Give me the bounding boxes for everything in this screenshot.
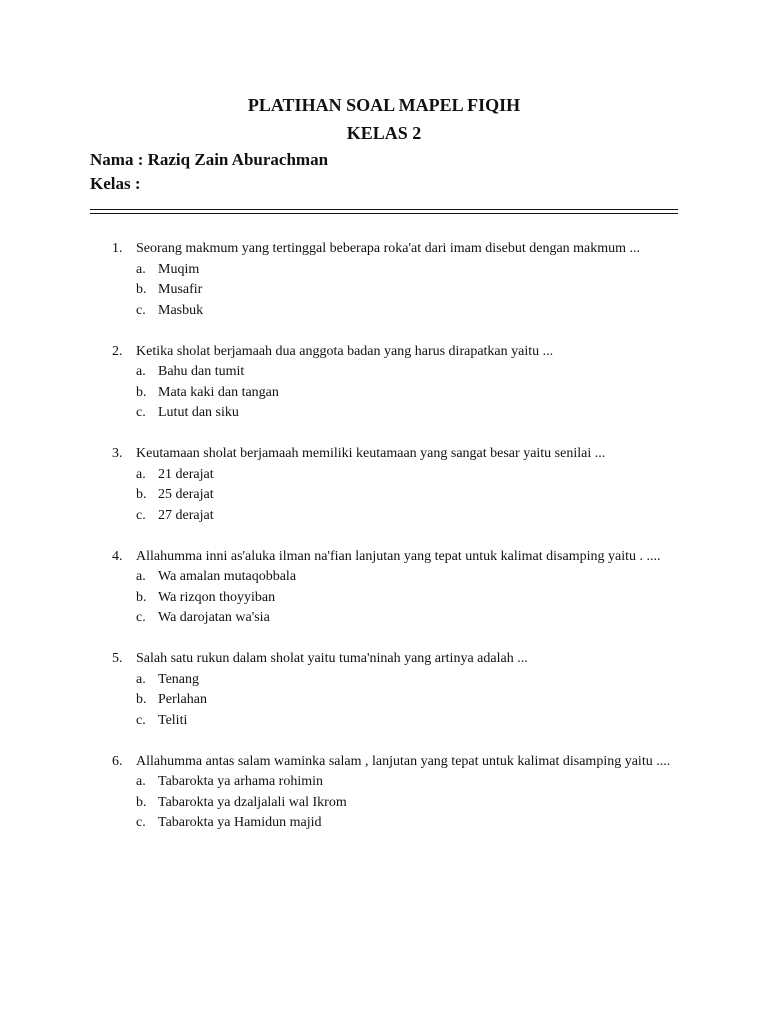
- answer-option: [0, 383, 768, 404]
- answer-option: [0, 403, 768, 424]
- option-letter: c.: [136, 507, 146, 523]
- option-text: Wa amalan mutaqobbala: [158, 569, 297, 584]
- option-letter: c.: [136, 610, 146, 625]
- option-text: Muqim: [158, 261, 200, 277]
- header-divider-bottom: [90, 213, 678, 214]
- option-text: 27 derajat: [158, 507, 214, 523]
- option-text: Musafir: [158, 282, 203, 297]
- option-text: Perlahan: [158, 692, 207, 707]
- answer-option: [0, 690, 768, 711]
- question-item: [0, 239, 768, 321]
- option-text: Mata kaki dan tangan: [158, 384, 279, 400]
- question-number: 2.: [112, 343, 123, 359]
- document-title: PLATIHAN SOAL MAPEL FIQIH: [247, 95, 521, 115]
- question-text: Salah satu rukun dalam sholat yaitu tuma'ninah yang artinya adalah ...: [136, 651, 528, 666]
- question-item: [0, 649, 768, 731]
- option-text: 25 derajat: [158, 487, 214, 502]
- option-letter: a.: [136, 671, 146, 687]
- option-text: 21 derajat: [158, 466, 214, 482]
- option-text: Tabarokta ya dzaljalali wal Ikrom: [158, 794, 347, 810]
- option-letter: a.: [136, 774, 146, 789]
- option-text: Bahu dan tumit: [158, 364, 245, 379]
- option-letter: b.: [136, 794, 147, 810]
- answer-option: [0, 301, 768, 322]
- answer-option: [0, 772, 768, 793]
- document-subtitle: KELAS 2: [346, 123, 422, 143]
- answer-option: [0, 485, 768, 506]
- name-field: Nama : Raziq Zain Aburachman: [90, 150, 329, 169]
- answer-option: [0, 670, 768, 691]
- option-letter: b.: [136, 692, 147, 707]
- question-number: 3.: [112, 446, 123, 461]
- answer-option: [0, 280, 768, 301]
- answer-option: [0, 260, 768, 281]
- question-text: Allahumma antas salam waminka salam , lanjutan yang tepat untuk kalimat disamping yaitu ....: [136, 753, 671, 769]
- option-text: Masbuk: [158, 302, 204, 318]
- option-text: Wa rizqon thoyyiban: [158, 589, 276, 605]
- answer-option: [0, 362, 768, 383]
- option-letter: b.: [136, 282, 147, 297]
- option-text: Tabarokta ya Hamidun majid: [158, 815, 322, 830]
- question-text: Allahumma inni as'aluka ilman na'fian lanjutan yang tepat untuk kalimat disamping yaitu . ....: [136, 548, 661, 564]
- question-number: 1.: [112, 241, 123, 256]
- answer-option: [0, 793, 768, 814]
- option-text: Lutut dan siku: [158, 405, 239, 420]
- question-item: [0, 752, 768, 834]
- option-letter: b.: [136, 384, 147, 400]
- answer-option: [0, 465, 768, 486]
- option-text: Tenang: [158, 671, 200, 687]
- option-letter: c.: [136, 405, 146, 420]
- option-letter: a.: [136, 466, 146, 482]
- question-item: [0, 547, 768, 629]
- answer-option: [0, 506, 768, 527]
- answer-option: [0, 588, 768, 609]
- question-list: [0, 239, 768, 854]
- option-letter: a.: [136, 261, 146, 277]
- question-number: 5.: [112, 651, 123, 666]
- question-text: Keutamaan sholat berjamaah memiliki keutamaan yang sangat besar yaitu senilai ...: [136, 446, 606, 461]
- option-text: Teliti: [158, 712, 188, 728]
- option-text: Wa darojatan wa'sia: [158, 610, 270, 625]
- answer-option: [0, 711, 768, 732]
- question-text: Seorang makmum yang tertinggal beberapa roka'at dari imam disebut dengan makmum ...: [136, 241, 641, 256]
- header-divider-top: [90, 209, 678, 210]
- option-letter: c.: [136, 712, 146, 728]
- option-letter: c.: [136, 815, 146, 830]
- answer-option: [0, 813, 768, 834]
- option-letter: c.: [136, 302, 146, 318]
- question-item: [0, 444, 768, 526]
- question-number: 6.: [112, 753, 123, 769]
- question-item: [0, 342, 768, 424]
- option-letter: a.: [136, 364, 146, 379]
- answer-option: [0, 608, 768, 629]
- question-number: 4.: [112, 548, 123, 564]
- question-text: Ketika sholat berjamaah dua anggota badan yang harus dirapatkan yaitu ...: [136, 343, 554, 359]
- class-field: Kelas :: [90, 174, 141, 193]
- option-letter: b.: [136, 487, 147, 502]
- option-letter: a.: [136, 569, 146, 584]
- option-text: Tabarokta ya arhama rohimin: [158, 774, 324, 789]
- option-letter: b.: [136, 589, 147, 605]
- answer-option: [0, 567, 768, 588]
